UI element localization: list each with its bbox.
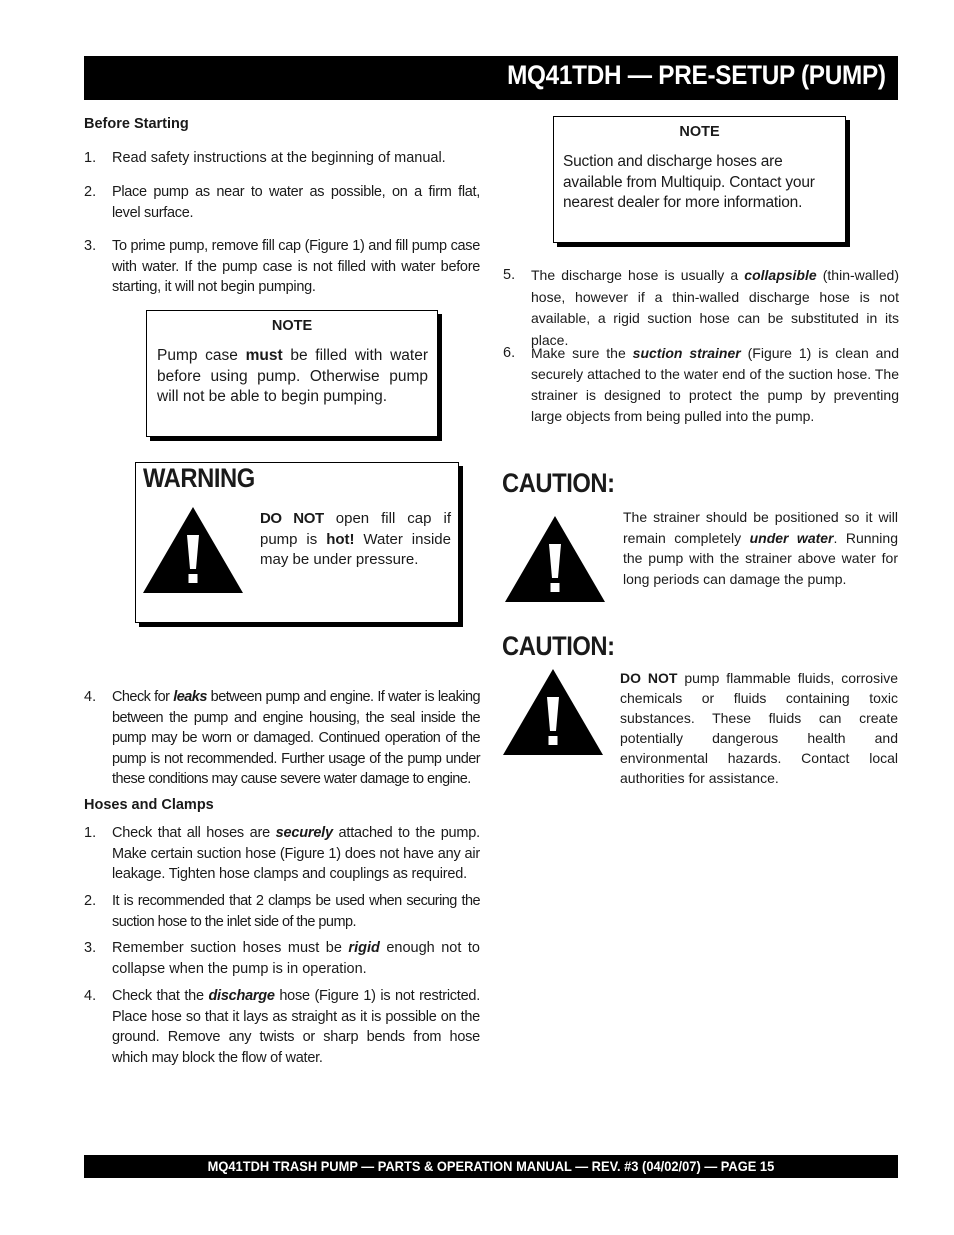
- item-number: 1.: [84, 150, 97, 166]
- caution-text-part: . Running the pump with the strainer above water for long periods can damage the pump.: [623, 529, 898, 587]
- page-title: MQ41TDH — PRE-SETUP (PUMP): [507, 60, 886, 90]
- list-item: [84, 148, 480, 169]
- warning-title: WARNING: [143, 463, 255, 493]
- before-starting-heading: Before Starting: [84, 116, 189, 132]
- list-item: [84, 986, 480, 1068]
- item-number: 4.: [84, 689, 97, 705]
- caution-text: [620, 668, 898, 788]
- item-text-part: between pump and engine. If water is leaking between the pump and engine housing, the seal inside the pump may be worn or damaged. Continued operation of the pump is not recommended. Further usage of the pump under these conditions may cause severe water damage to engine.: [112, 689, 480, 787]
- note-emphasis: must: [245, 347, 283, 364]
- list-item: [84, 236, 480, 298]
- item-text-part: (thin-walled) hose, however if a thin-walled discharge hose is not available, a rigid suction hose can be substituted in its place.: [531, 267, 900, 348]
- footer-text: MQ41TDH TRASH PUMP — PARTS & OPERATION MANUAL — REV. #3 (04/02/07) — PAGE 15: [207, 1158, 775, 1174]
- warning-emphasis: DO NOT: [260, 510, 324, 527]
- note-text: be filled with water before using pump. Otherwise pump will not be able to begin pumping.: [157, 347, 428, 405]
- list-item: [84, 687, 480, 790]
- item-text-part: Check for: [112, 689, 174, 705]
- warning-emphasis: hot!: [326, 530, 355, 548]
- caution-title: CAUTION:: [502, 631, 615, 661]
- item-text-part: attached to the pump. Make certain suction hose (Figure 1) does not have any air leakage. Tighten hose clamps and couplings as required.: [112, 825, 480, 882]
- list-item: [503, 343, 899, 427]
- item-text-part: Check that the: [112, 988, 209, 1004]
- item-text-part: The discharge hose is usually a: [531, 267, 745, 283]
- warning-text: [260, 509, 451, 571]
- item-text: It is recommended that 2 clamps be used when securing the suction hose to the inlet side of the pump.: [112, 893, 480, 930]
- caution-text-part: The strainer should be positioned so it will remain completely: [623, 509, 898, 546]
- item-text-part: Check that all hoses are: [112, 825, 276, 841]
- item-emphasis: rigid: [348, 940, 380, 956]
- item-text-part: enough not to collapse when the pump is in operation.: [112, 940, 480, 977]
- note-box: [146, 310, 438, 437]
- item-number: 6.: [503, 345, 516, 361]
- item-text-part: hose (Figure 1) is not restricted. Place hose so that it lays as straight as it is possible on the ground. Remove any twists or sharp bends from hose which may block the flow of water.: [112, 988, 480, 1066]
- item-number: 2.: [84, 184, 97, 200]
- caution-triangle-icon: [501, 667, 605, 757]
- caution-text-part: pump flammable fluids, corrosive chemicals or fluids containing toxic substances. These fluids can create potentially dangerous health and environmental hazards. Contact local authorities for assistance.: [620, 670, 898, 786]
- item-text: Place pump as near to water as possible, on a firm flat, level surface.: [112, 184, 480, 221]
- warning-text-part: Water inside may be under pressure.: [260, 530, 451, 568]
- item-number: 5.: [503, 267, 516, 283]
- footer-bar: [84, 1155, 898, 1178]
- item-emphasis: securely: [275, 825, 333, 841]
- item-emphasis: leaks: [173, 689, 207, 705]
- caution-text: [623, 507, 898, 589]
- caution-triangle-icon: [503, 514, 607, 604]
- list-item: [84, 891, 480, 932]
- item-text: [531, 343, 899, 427]
- item-text-part: (Figure 1) is clean and securely attached to the water end of the suction hose. The strainer is designed to protect the pump by preventing large objects from being pulled into the pump.: [531, 345, 899, 424]
- item-emphasis: discharge: [208, 988, 275, 1004]
- note-title: NOTE: [679, 124, 720, 140]
- note-title: NOTE: [271, 318, 313, 334]
- item-text: [112, 823, 480, 885]
- item-text: [112, 687, 480, 790]
- note-body: [157, 346, 428, 408]
- item-text: To prime pump, remove fill cap (Figure 1) and fill pump case with water. If the pump case is not filled with water before starting, it will not begin pumping.: [112, 238, 480, 295]
- item-text: [112, 938, 480, 979]
- item-text-part: Remember suction hoses must be: [112, 940, 349, 956]
- item-text: [531, 265, 899, 351]
- item-emphasis: suction strainer: [632, 345, 741, 361]
- item-text-part: Make sure the: [531, 345, 633, 361]
- note-box: [553, 116, 846, 243]
- list-item: [84, 182, 480, 223]
- warning-triangle-icon: [141, 505, 245, 595]
- item-number: 2.: [84, 893, 97, 909]
- caution-emphasis: DO NOT: [620, 670, 678, 686]
- list-item: [503, 265, 899, 351]
- warning-text-part: open fill cap if pump is: [260, 510, 451, 548]
- item-number: 3.: [84, 940, 97, 956]
- item-text: [112, 986, 480, 1068]
- item-number: 1.: [84, 825, 97, 841]
- caution-emphasis: under water: [749, 529, 834, 546]
- caution-title: CAUTION:: [502, 468, 615, 498]
- note-body: Suction and discharge hoses are available from Multiquip. Contact your nearest dealer for more information.: [563, 153, 815, 211]
- warning-box: [135, 462, 459, 623]
- list-item: [84, 823, 480, 885]
- hoses-clamps-heading: Hoses and Clamps: [84, 797, 214, 813]
- note-text: Pump case: [157, 347, 246, 364]
- item-number: 3.: [84, 238, 97, 254]
- item-number: 4.: [84, 988, 97, 1004]
- header-bar: [84, 56, 898, 100]
- list-item: [84, 938, 480, 979]
- item-emphasis: collapsible: [744, 267, 817, 283]
- item-text: Read safety instructions at the beginning of manual.: [112, 150, 446, 166]
